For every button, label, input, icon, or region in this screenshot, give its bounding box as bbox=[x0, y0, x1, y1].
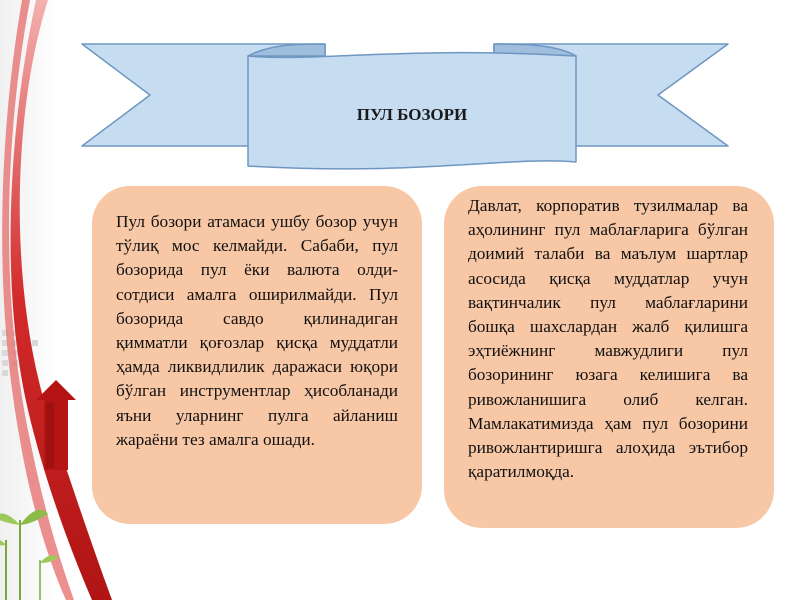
page-title: ПУЛ БОЗОРИ bbox=[356, 105, 468, 124]
left-text-panel bbox=[92, 186, 422, 524]
left-panel-text: Пул бозори атамаси ушбу бозор учун тўлиқ мос келмайди. Сабаби, пул бозорида пул ёки валюта олди-сотдиси амалга оширилмайди. Пул бозорида савдо қилинадиган қимматли қоғозлар қисқа муддатли ҳамда ликвидлилик даражаси юқори бўлган инструментлар ҳисобланади яъни уларнинг пулга айланиш жараёни тез амалга ошади. bbox=[116, 212, 398, 449]
right-text-panel bbox=[444, 186, 774, 528]
right-panel-text: Давлат, корпоратив тузилмалар ва аҳолининг пул маблағларига бўлган доимий талаби ва маълум шартлар асосида қисқа муддатлар учун вақтинчалик пул маблағларини бошқа шахслардан жалб қилишга эҳтиёжнинг мавжудлиги пул бозорининг юзага келишига ва ривожланишига олиб келган. Мамлакатимизда ҳам пул бозорини ривожлантиришга алоҳида эътибор қаратилмоқда. bbox=[468, 196, 748, 482]
